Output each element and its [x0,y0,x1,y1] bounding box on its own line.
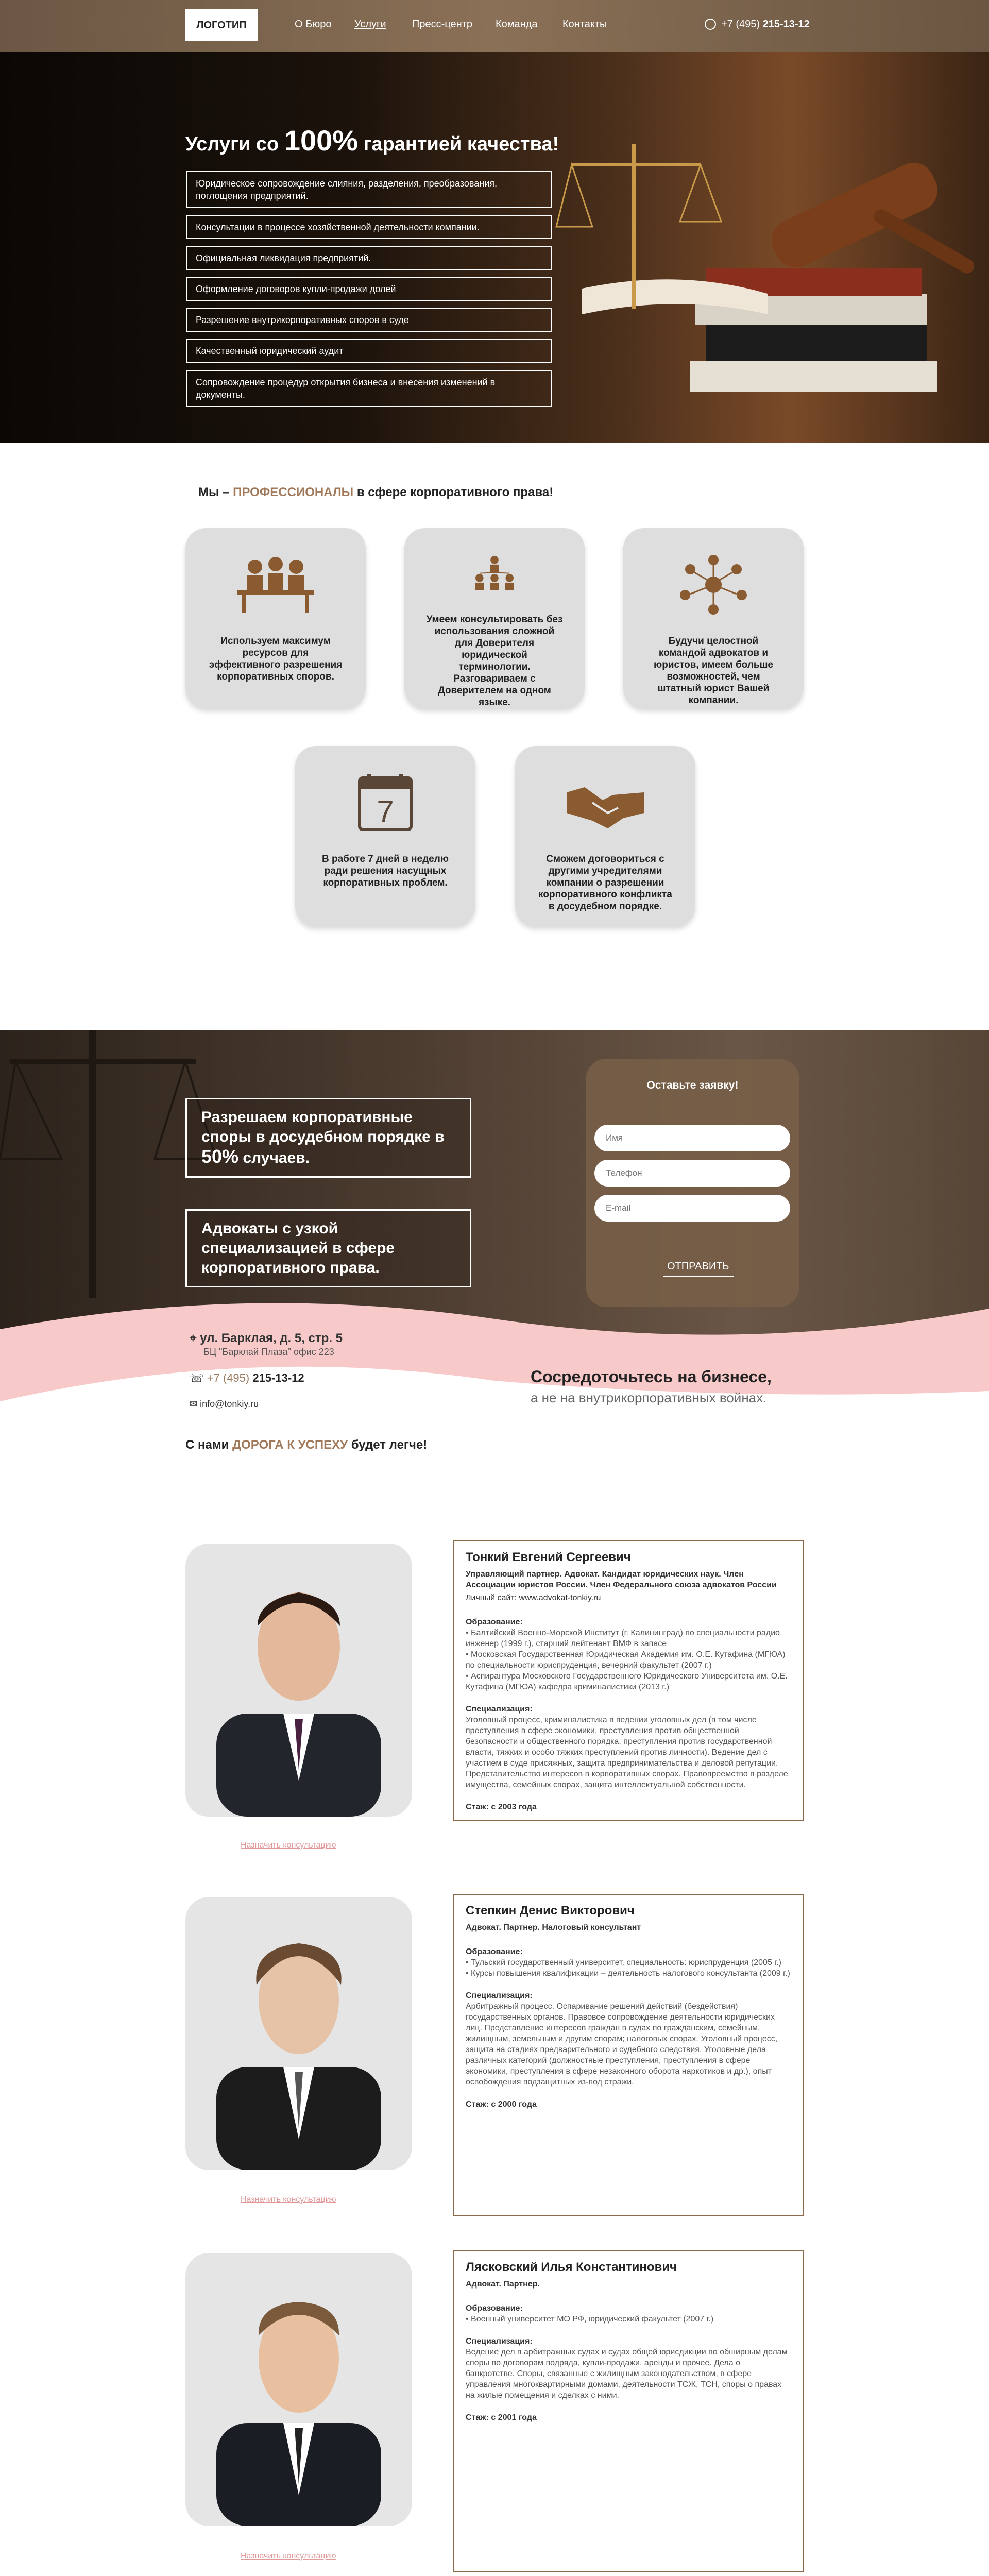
specialization-heading: Специализация: [466,1705,533,1714]
lawyer-photo [185,2253,412,2526]
lawyer-name: Тонкий Евгений Сергеевич [466,1550,631,1564]
service-item[interactable]: Официальная ликвидация предприятий. [186,246,552,270]
experience: Стаж: с 2001 года [466,2413,537,2422]
education-list: • Военный университет МО РФ, юридический факультет (2007 г.) [466,2315,714,2324]
service-item[interactable]: Оформление договоров купли-продажи долей [186,277,552,301]
lawyer-bio [453,1894,804,2216]
svg-text:7: 7 [377,794,394,829]
lawyer-bio [453,2250,804,2572]
location-pin-icon: ⌖ [190,1331,197,1345]
education-list: • Тульский государственный университет, специальность: юриспруденция (2005 г.) • Курсы повышения квалификации – деятельность налогового консультанта (2009 г.) [466,1958,790,1978]
pro-card-text: Используем максимум ресурсов для эффективного разрешения корпоративных споров. [209,636,343,682]
specialization-text: Арбитражный процесс. Оспаривание решений действий (бездействия) государственных органов. Правовое сопровождение деятельности юридических лиц. Представление интересов граждан в судах по гражданским, семейным, жилищным, земельным и другим спорам; налоговых спорах. Уголовный процесс, защита на стадиях предварительного и судебного следствия. Уголовные дела различных категорий (должностные преступления, преступления в сфере экономики, преступления в сфере незаконного оборота наркотиков и др.), опыт освобождения подзащитных из-под стражи. [466,2002,778,2087]
consult-link[interactable]: Назначить консультацию [241,2195,336,2204]
cta-box-specialization: Адвокаты с узкой специализацией в сфере корпоративного права. [185,1209,471,1287]
header [0,0,989,52]
slogan-sub: а не на внутрикорпоративных войнах. [531,1390,767,1405]
pro-card [295,746,475,926]
team-hierarchy-icon [451,554,538,594]
service-item[interactable]: Консультации в процессе хозяйственной деятельности компании. [186,215,552,239]
specialization-heading: Специализация: [466,1991,533,2000]
pro-card-text: Будучи целостной командой адвокатов и юристов, имеем больше возможностей, чем штатный юрист Вашей компании. [654,636,773,706]
address-sub: БЦ "Барклай Плаза" офис 223 [203,1347,334,1357]
cta-box-disputes: Разрешаем корпоративные споры в досудебном порядке в 50% случаев. [185,1098,471,1178]
pro-card [185,528,366,708]
specialization-heading: Специализация: [466,2337,533,2346]
nav-team[interactable]: Команда [496,19,538,30]
request-form [586,1059,799,1307]
pro-card [623,528,804,708]
hero [0,52,989,462]
mail-icon: ✉ [190,1399,198,1409]
pro-card [515,746,695,926]
cta-phone[interactable]: ☏ +7 (495) 215-13-12 [190,1371,304,1384]
education-list: • Балтийский Военно-Морской Институт (г. Калининград) по специальности радио инженер (1999 г.), старший лейтенант ВМФ в запасе • Московская Государственная Юридическая Академия им. О.Е. Кутафина (МГЮА) по специальности юриспруденция, вечерний факультет (2007 г.) • Аспирантура Московского Государственного Юридического Университета им. О.Е. Кутафина (МГЮА) кафедра криминалистики (2013 г.) [466,1629,788,1691]
phone-input[interactable] [594,1160,790,1187]
name-input[interactable] [594,1125,790,1151]
pro-card-text: В работе 7 дней в неделю ради решения насущных корпоративных проблем. [321,854,449,888]
service-item[interactable]: Сопровождение процедур открытия бизнеса и внесения изменений в документы. [186,370,552,407]
lawyer-role: Управляющий партнер. Адвокат. Кандидат юридических наук. Член Ассоциации юристов России. Член Федерального союза адвокатов России [466,1570,777,1589]
service-item[interactable]: Юридическое сопровождение слияния, разделения, преобразования, поглощения предприятий. [186,171,552,208]
nav-services[interactable]: Услуги [354,19,386,30]
experience: Стаж: с 2003 года [466,1803,537,1811]
consult-link[interactable]: Назначить консультацию [241,1841,336,1850]
lawyer-role: Адвокат. Партнер. [466,2280,540,2289]
lawyer-bio [453,1540,804,1821]
specialization-text: Уголовный процесс, криминалистика в ведении уголовных дел (в том числе преступления в сфере экономики, преступления против общественной безопасности и общественного порядка, преступления против государственной власти, тяжких и особо тяжких преступлений против личности). Ведение дел с участием в суде присяжных, защита предпринимательства и деловой репутации. Представительство интересов в корпоративных спорах. Правопреемство в разделе имущества, семейных спорах, защита интеллектуальной собственности. [466,1716,788,1789]
education-heading: Образование: [466,2304,523,2313]
nav-contacts[interactable]: Контакты [562,19,607,30]
service-item[interactable]: Качественный юридический аудит [186,339,552,363]
service-item[interactable]: Разрешение внутрикорпоративных споров в суде [186,308,552,332]
form-title: Оставьте заявку! [646,1079,739,1091]
phone-icon [705,19,716,30]
consult-link[interactable]: Назначить консультацию [241,2552,336,2561]
handshake-icon [561,772,649,834]
network-icon [670,554,757,616]
education-heading: Образование: [466,1618,523,1626]
pro-card-text: Умеем консультировать без использования сложной для Доверителя юридической терминологии. Разговариваем с Доверителем на одном языке. [426,614,563,708]
lawyer-photo [185,1897,412,2170]
experience: Стаж: с 2000 года [466,2100,537,2109]
phone-icon: ☏ [190,1371,204,1384]
logo[interactable]: ЛОГОТИП [185,9,258,41]
lawyer-site[interactable]: Личный сайт: www.advokat-tonkiy.ru [466,1594,601,1602]
address-line: ⌖ ул. Барклая, д. 5, стр. 5 [190,1331,343,1345]
email-input[interactable] [594,1195,790,1222]
lawyer-name: Лясковский Илья Константинович [466,2260,677,2274]
hero-title: Услуги со 100% гарантией качества! [185,124,559,157]
gavel-scales-illustration [551,72,989,443]
pro-card [404,528,585,708]
lawyer-role: Адвокат. Партнер. Налоговый консультант [466,1923,641,1932]
calendar-icon [342,772,429,834]
more-button[interactable]: Узнать подробнее [186,447,270,467]
pro-card-text: Сможем договориться с другими учредителями компании о разрешении корпоративного конфликта в досудебном порядке. [538,854,672,912]
team-title: С нами ДОРОГА К УСПЕХУ будет легче! [185,1438,428,1452]
lawyer-name: Степкин Денис Викторович [466,1904,635,1918]
cta-email[interactable]: ✉ info@tonkiy.ru [190,1399,259,1409]
meeting-icon [232,554,319,616]
slogan: Сосредоточьтесь на бизнесе, [531,1367,772,1386]
education-heading: Образование: [466,1947,523,1956]
nav-about[interactable]: О Бюро [295,19,332,30]
specialization-text: Ведение дел в арбитражных судах и судах общей юрисдикции по обширным делам споры по договорам подряда, купли-продажи, аренды и прочее. Дела о банкротстве. Споры, связанные с жилищным законодательством, в сфере управления многоквартирными домами, деятельности ТСЖ, ТСН, споры о правах на жилые помещения и сделках с ними. [466,2348,788,2400]
header-phone[interactable]: +7 (495) 215-13-12 [721,19,810,30]
lawyer-photo [185,1544,412,1817]
pros-title: Мы – ПРОФЕССИОНАЛЫ в сфере корпоративного права! [198,485,554,499]
pink-wave [0,1298,989,1473]
nav-press[interactable]: Пресс-центр [412,19,472,30]
submit-button[interactable]: ОТПРАВИТЬ [663,1258,734,1277]
